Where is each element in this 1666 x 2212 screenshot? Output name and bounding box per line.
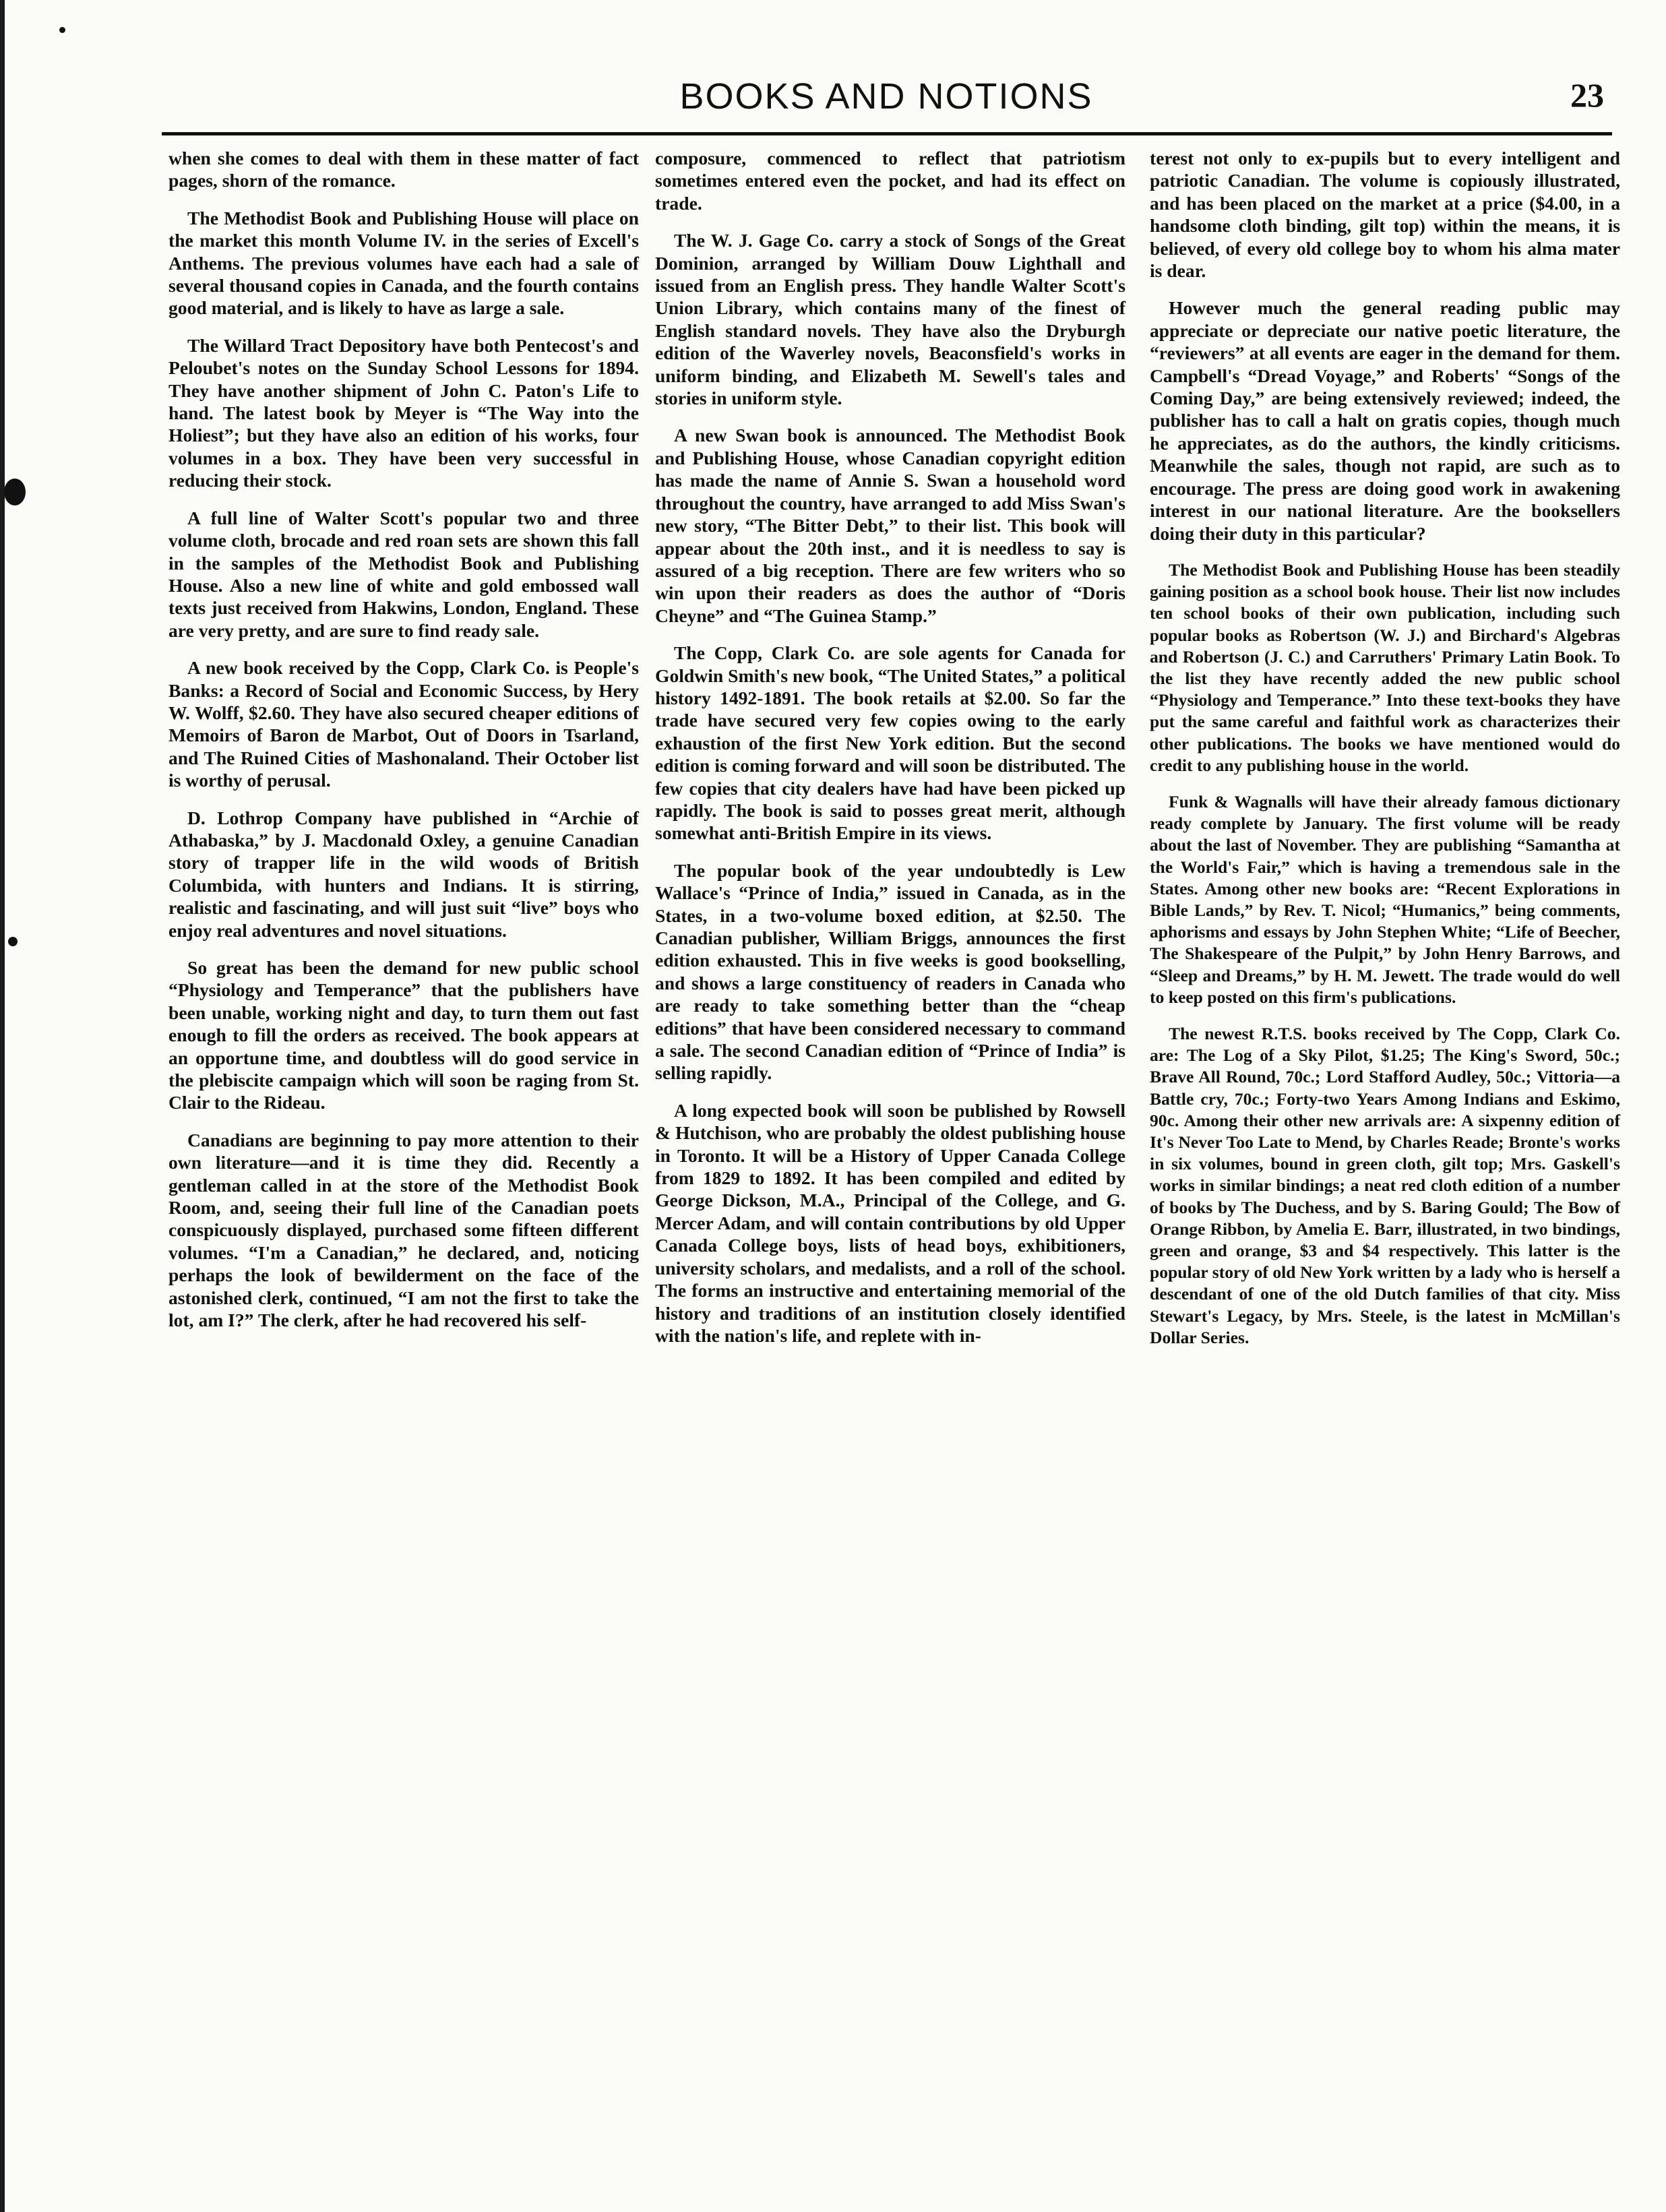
paragraph: The newest R.T.S. books received by The Copp, Clark Co. are: The Log of a Sky Pilot, $1.25; The King's Sword, 50c.; Brave All Round, 70c.; Lord Stafford Audley, 50c.; Vittoria—a Battle cry, 70c.; Forty-two Years Among Indians and Eskimo, 90c. Among their other new arrivals are: A sixpenny edition of It's Never Too Late to Mend, by Charles Reade; Bronte's works in six volumes, bound in green cloth, gilt top; Mrs. Gaskell's works in similar bindings; a neat red cloth edition of a number of books by The Duchess, and by S. Baring Gould; The Bow of Orange Ribbon, by Amelia E. Barr, illustrated, in two bindings, green and orange, $3 and $4 respectively. This latter is the popular story of old New York written by a lady who is herself a descendant of one of the old Dutch families of that city. Miss Stewart's Legacy, by Mrs. Steele, is the latest in McMillan's Dollar Series. [1150, 1023, 1620, 1347]
ink-blot [4, 479, 26, 505]
paragraph: The Methodist Book and Publishing House has been steadily gaining position as a school book house. Their list now includes ten school books of their own publication, including such popular books as Robertson (W. J.) and Birchard's Algebras and Robertson (J. C.) and Carruthers' Primary Latin Book. To the list they have recently added the new public school “Physiology and Temperance.” Into these text-books they have put the same careful and faithful work as characterizes their other publications. The books we have mentioned would do credit to any publishing house in the world. [1150, 559, 1620, 775]
paragraph: The W. J. Gage Co. carry a stock of Songs of the Great Dominion, arranged by William Douw Lighthall and issued from an English press. They handle Walter Scott's Union Library, which contains many of the finest of English standard novels. They have also the Dryburgh edition of the Waverley novels, Beaconsfield's works in uniform binding, and Elizabeth M. Sewell's tales and stories in uniform style. [655, 230, 1125, 409]
paragraph: composure, commenced to reflect that patriotism sometimes entered even the pocket, and had its effect on trade. [655, 148, 1125, 214]
paragraph: The popular book of the year undoubtedly is Lew Wallace's “Prince of India,” issued in Canada, as in the States, in a two-volume boxed edition, at $2.50. The Canadian publisher, William Briggs, announces the first edition exhausted. This in five weeks is good bookselling, and shows a large constituency of readers in Canada who are ready to take something better than the “cheap editions” that have been considered necessary to command a sale. The second Canadian edition of “Prince of India” is selling rapidly. [655, 859, 1125, 1084]
paragraph: A full line of Walter Scott's popular two and three volume cloth, brocade and red roan sets are shown this fall in the samples of the Methodist Book and Publishing House. Also a new line of white and gold embossed wall texts just received from Hakwins, London, England. These are very pretty, and are sure to find ready sale. [168, 507, 639, 641]
scanned-page-edge [0, 0, 5, 2212]
paragraph: However much the general reading public may appreciate or depreciate our native poetic literature, the “reviewers” at all events are eager in the demand for them. Campbell's “Dread Voyage,” and Roberts' “Songs of the Coming Day,” are being extensively reviewed; indeed, the publisher has to call a halt on gratis copies, though much he appreciates, as do the authors, the kindly criticisms. Meanwhile the sales, though not rapid, are such as to encourage. The press are doing good work in awakening interest in our national literature. Are the booksellers doing their duty in this particular? [1150, 297, 1620, 544]
page-number: 23 [1570, 76, 1604, 114]
paragraph: The Willard Tract Depository have both Pentecost's and Peloubet's notes on the Sunday School Lessons for 1894. They have another shipment of John C. Paton's Life to hand. The latest book by Meyer is “The Way into the Holiest”; but they have also an edition of his works, four volumes in a box. They have been very successful in reducing their stock. [168, 334, 639, 491]
running-title: BOOKS AND NOTIONS [679, 76, 1093, 117]
paragraph: D. Lothrop Company have published in “Archie of Athabaska,” by J. Macdonald Oxley, a genuine Canadian story of trapper life in the wild woods of British Columbida, with hunters and Indians. It is stirring, realistic and fascinating, and will just suit “live” boys who enjoy real adventures and novel situations. [168, 807, 639, 941]
ink-speck [8, 937, 18, 946]
paragraph: Funk & Wagnalls will have their already famous dictionary ready complete by January. The first volume will be ready about the last of November. They are publishing “Samantha at the World's Fair,” which is having a tremendous sale in the States. Among other new books are: “Recent Explorations in Bible Lands,” by Rev. T. Nicol; “Humanics,” being comments, aphorisms and essays by John Stephen White; “Life of Beecher, The Shakespeare of the Pulpit,” by John Henry Barrows, and “Sleep and Dreams,” by H. M. Jewett. The trade would do well to keep posted on this firm's publications. [1150, 791, 1620, 1007]
paragraph: A long expected book will soon be published by Rowsell & Hutchison, who are probably the oldest publishing house in Toronto. It will be a History of Upper Canada College from 1829 to 1892. It has been compiled and edited by George Dickson, M.A., Principal of the College, and G. Mercer Adam, and will contain contributions by old Upper Canada College boys, lists of head boys, exhibitioners, university scholars, and medalists, and a roll of the school. The forms an instructive and entertaining memorial of the history and traditions of an institution closely identified with the nation's life, and replete with in- [655, 1099, 1125, 1346]
paragraph: The Copp, Clark Co. are sole agents for Canada for Goldwin Smith's new book, “The United States,” a political history 1492-1891. The book retails at $2.00. So far the trade have secured very few copies owing to the early exhaustion of the first New York edition. But the second edition is coming forward and will soon be distributed. The few copies that city dealers have had have been picked up rapidly. The book is said to posses great merit, although somewhat anti-British Empire in its views. [655, 642, 1125, 844]
paragraph: The Methodist Book and Publishing House will place on the market this month Volume IV. in the series of Excell's Anthems. The previous volumes have each had a sale of several thousand copies in Canada, and the fourth contains good material, and is likely to have as large a sale. [168, 207, 639, 319]
paragraph: Canadians are beginning to pay more attention to their own literature—and it is time they did. Recently a gentleman called in at the store of the Methodist Book Room, and, seeing their full line of the Canadian poets conspicuously displayed, purchased some fifteen different volumes. “I'm a Canadian,” he declared, and, noticing perhaps the look of bewilderment on the face of the astonished clerk, continued, “I am not the first to take the lot, am I?” The clerk, after he had recovered his self- [168, 1129, 639, 1331]
column-2 [655, 147, 1125, 1361]
paragraph: terest not only to ex-pupils but to every intelligent and patriotic Canadian. The volume is copiously illustrated, and has been placed on the market at a price ($4.00, in a handsome cloth binding, gilt top) within the means, it is believed, of every old college boy to whom his alma mater is dear. [1150, 148, 1620, 282]
page-header [162, 75, 1611, 123]
header-rule [162, 132, 1612, 135]
paragraph: So great has been the demand for new public school “Physiology and Temperance” that the publishers have been unable, working night and day, to turn them out fast enough to fill the orders as received. The book appears at an opportune time, and doubtless will do good service in the plebiscite campaign which will soon be raging from St. Clair to the Rideau. [168, 957, 639, 1113]
paragraph: A new book received by the Copp, Clark Co. is People's Banks: a Record of Social and Economic Success, by Hery W. Wolff, $2.60. They have also secured cheaper editions of Memoirs of Baron de Marbot, Out of Doors in Tsarland, and The Ruined Cities of Mashonaland. Their October list is worthy of perusal. [168, 657, 639, 791]
paragraph: when she comes to deal with them in these matter of fact pages, shorn of the romance. [168, 148, 639, 191]
column-1 [168, 147, 639, 1347]
paragraph: A new Swan book is announced. The Methodist Book and Publishing House, whose Canadian copyright edition has made the name of Annie S. Swan a household word throughout the country, have arranged to add Miss Swan's new story, “The Bitter Debt,” to their list. This book will appear about the 20th inst., and it is needless to say is assured of a big reception. There are few writers who so win upon their readers as does the author of “Doris Cheyne” and “The Guinea Stamp.” [655, 425, 1125, 626]
column-3 [1150, 147, 1620, 1363]
ink-speck [59, 27, 65, 33]
